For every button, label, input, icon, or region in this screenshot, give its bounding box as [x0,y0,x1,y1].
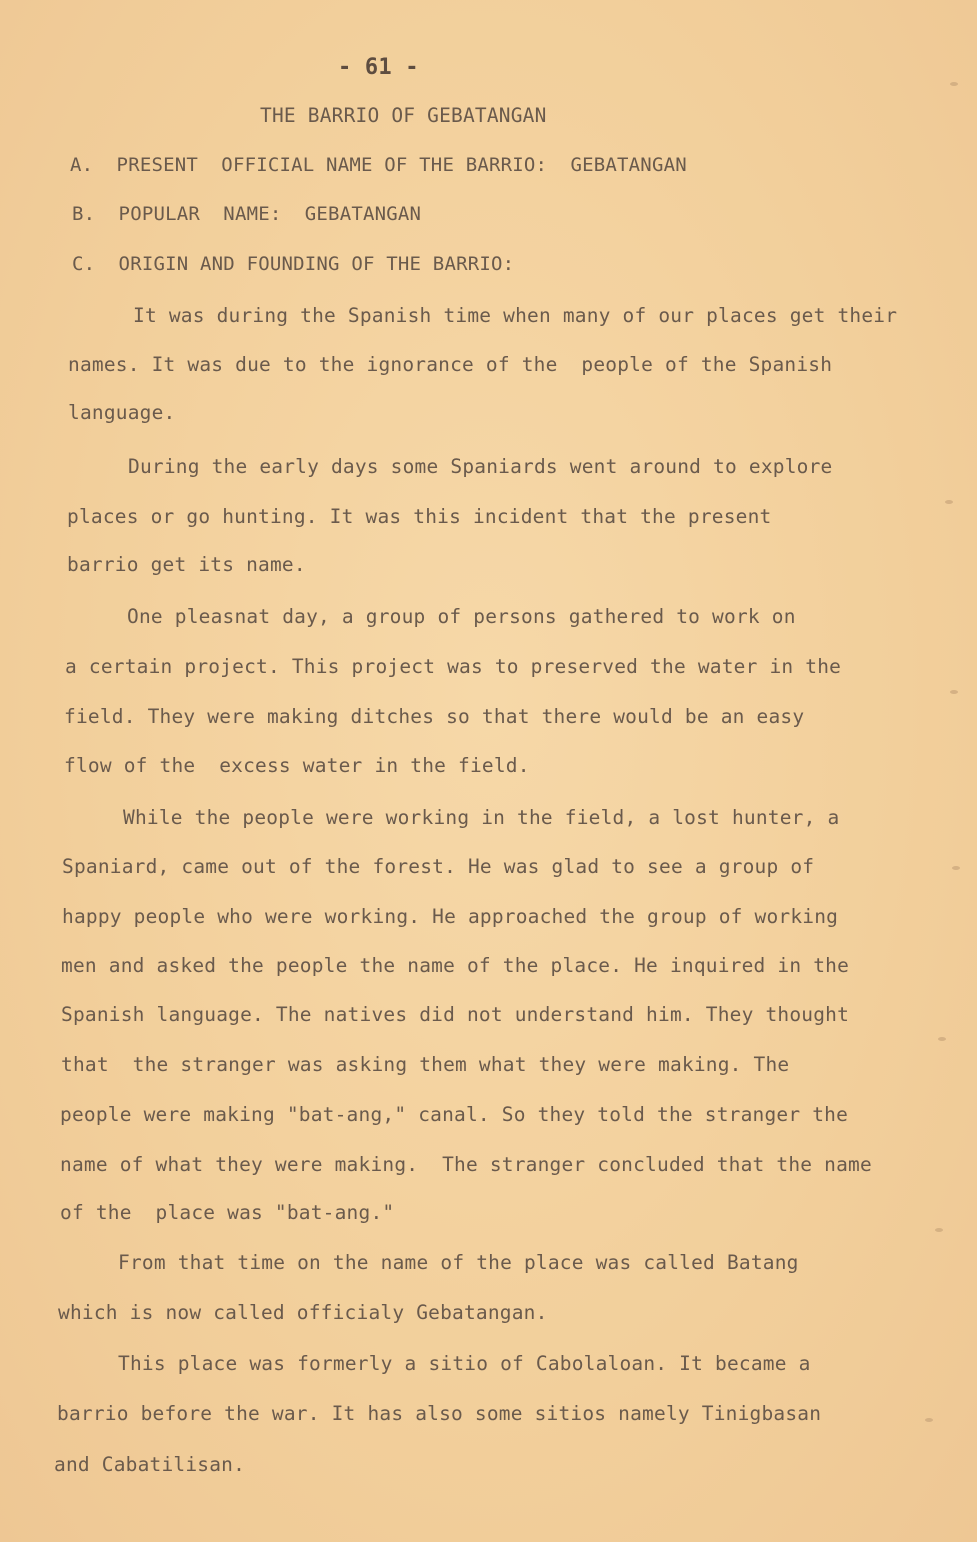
body-line: name of what they were making. The stranger concluded that the name [60,1153,872,1176]
body-line: happy people who were working. He approached the group of working [62,905,839,928]
body-line: During the early days some Spaniards went around to explore [128,455,833,478]
paper-speck [950,82,958,86]
paper-speck [925,1418,933,1422]
body-line: a certain project. This project was to preserved the water in the [65,655,842,678]
section-b-heading: B. POPULAR NAME: GEBATANGAN [72,203,422,225]
section-a-heading: A. PRESENT OFFICIAL NAME OF THE BARRIO: GEBATANGAN [70,154,687,176]
body-line: This place was formerly a sitio of Cabolaloan. It became a [118,1352,811,1375]
body-line: barrio get its name. [67,553,306,576]
body-line: which is now called officialy Gebatangan. [58,1301,548,1324]
paper-speck [952,866,960,870]
paper-speck [950,690,958,694]
page-number: - 61 - [338,55,419,80]
body-line: men and asked the people the name of the place. He inquired in the [61,954,850,977]
body-line: One pleasnat day, a group of persons gathered to work on [127,605,796,628]
body-line: places or go hunting. It was this incident that the present [67,505,772,528]
body-line: While the people were working in the field, a lost hunter, a [123,806,840,829]
paper-speck [935,1228,943,1232]
body-line: field. They were making ditches so that there would be an easy [64,705,805,728]
section-c-heading: C. ORIGIN AND FOUNDING OF THE BARRIO: [72,253,515,275]
body-line: barrio before the war. It has also some sitios namely Tinigbasan [57,1402,822,1425]
body-line: people were making "bat-ang," canal. So they told the stranger the [60,1103,849,1126]
body-line: Spanish language. The natives did not understand him. They thought [61,1003,850,1026]
body-line: names. It was due to the ignorance of the people of the Spanish [68,353,833,376]
body-line: It was during the Spanish time when many of our places get their [133,304,898,327]
body-line: of the place was "bat-ang." [60,1201,395,1224]
body-line: that the stranger was asking them what they were making. The [61,1053,790,1076]
body-line: and Cabatilisan. [54,1453,246,1476]
body-line: flow of the excess water in the field. [64,754,530,777]
body-line: language. [68,401,176,424]
body-line: Spaniard, came out of the forest. He was glad to see a group of [62,855,815,878]
body-line: From that time on the name of the place was called Batang [118,1251,799,1274]
page-title: THE BARRIO OF GEBATANGAN [260,104,547,127]
paper-speck [938,1037,946,1041]
paper-speck [945,500,953,504]
